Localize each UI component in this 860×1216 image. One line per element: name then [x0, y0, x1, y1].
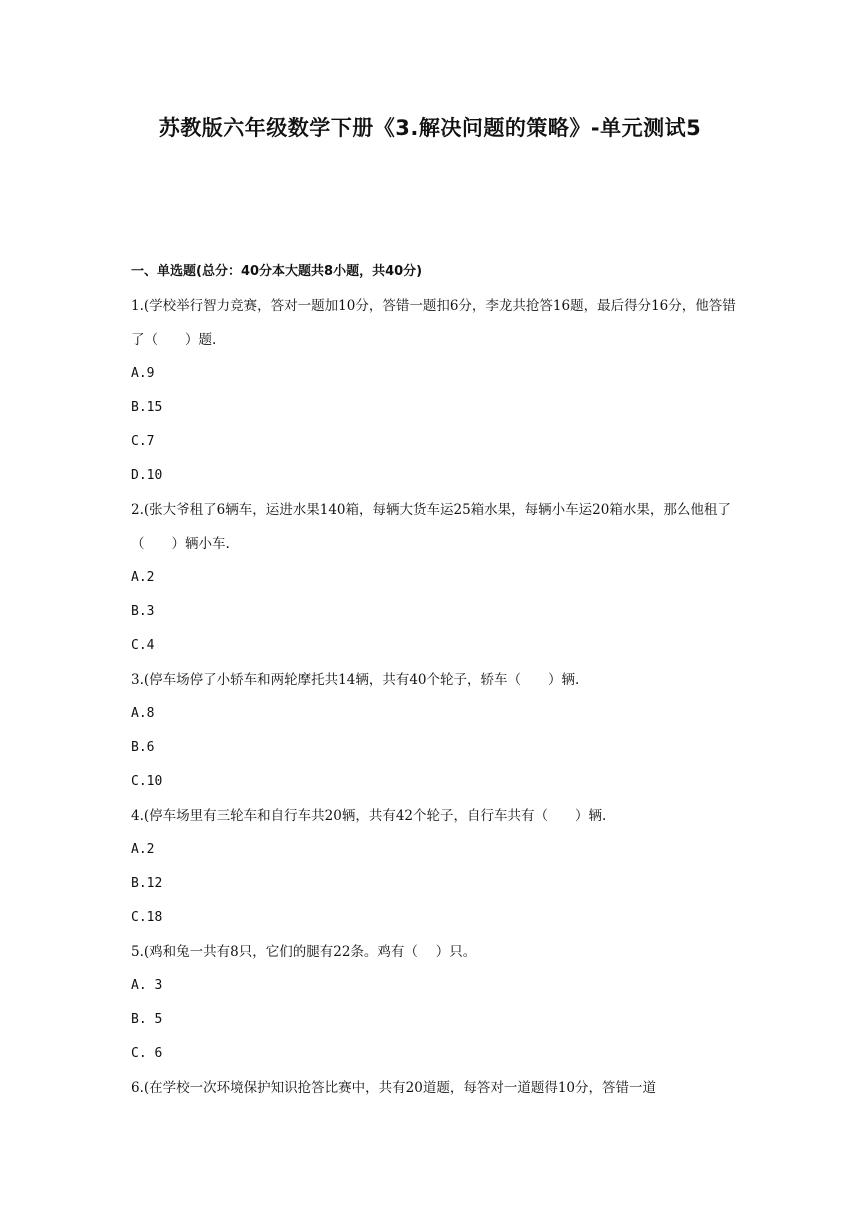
option-c: C.10 [131, 774, 163, 789]
document-body [131, 255, 743, 1105]
option-b: B.15 [131, 400, 163, 415]
section-heading: 一、单选题(总分：40分本大题共8小题，共40分) [131, 264, 423, 279]
question-stem: 6.(在学校一次环境保护知识抢答比赛中，共有20道题，每答对一道题得10分，答错一道 [131, 1080, 657, 1096]
option-a: A.9 [131, 366, 155, 381]
option-a: A. 3 [131, 978, 163, 993]
question-5 [131, 935, 743, 1071]
option-a: A.2 [131, 842, 155, 857]
option-b: B.6 [131, 740, 155, 755]
option-a: A.2 [131, 570, 155, 585]
option-c: C.7 [131, 434, 155, 449]
document-title: 苏教版六年级数学下册《3.解决问题的策略》-单元测试5 [158, 116, 702, 140]
question-2 [131, 493, 743, 663]
question-stem: 2.(张大爷租了6辆车，运进水果140箱，每辆大货车运25箱水果，每辆小车运20箱水果，那么他租了（ ）辆小车. [131, 502, 731, 552]
question-4 [131, 799, 743, 935]
option-a: A.8 [131, 706, 155, 721]
option-c: C. 6 [131, 1046, 163, 1061]
option-c: C.4 [131, 638, 155, 653]
question-stem: 5.(鸡和兔一共有8只，它们的腿有22条。鸡有（ ）只。 [131, 944, 477, 960]
question-stem: 3.(停车场停了小轿车和两轮摩托共14辆，共有40个轮子，轿车（ ）辆. [131, 672, 580, 688]
question-6 [131, 1071, 743, 1105]
option-c: C.18 [131, 910, 163, 925]
question-1 [131, 289, 743, 493]
question-3 [131, 663, 743, 799]
option-b: B.3 [131, 604, 155, 619]
option-b: B.12 [131, 876, 163, 891]
question-stem: 1.(学校举行智力竞赛，答对一题加10分，答错一题扣6分，李龙共抢答16题，最后得分16分，他答错了（ ）题. [131, 298, 736, 348]
question-stem: 4.(停车场里有三轮车和自行车共20辆，共有42个轮子，自行车共有（ ）辆. [131, 808, 607, 824]
option-b: B. 5 [131, 1012, 163, 1027]
option-d: D.10 [131, 468, 163, 483]
